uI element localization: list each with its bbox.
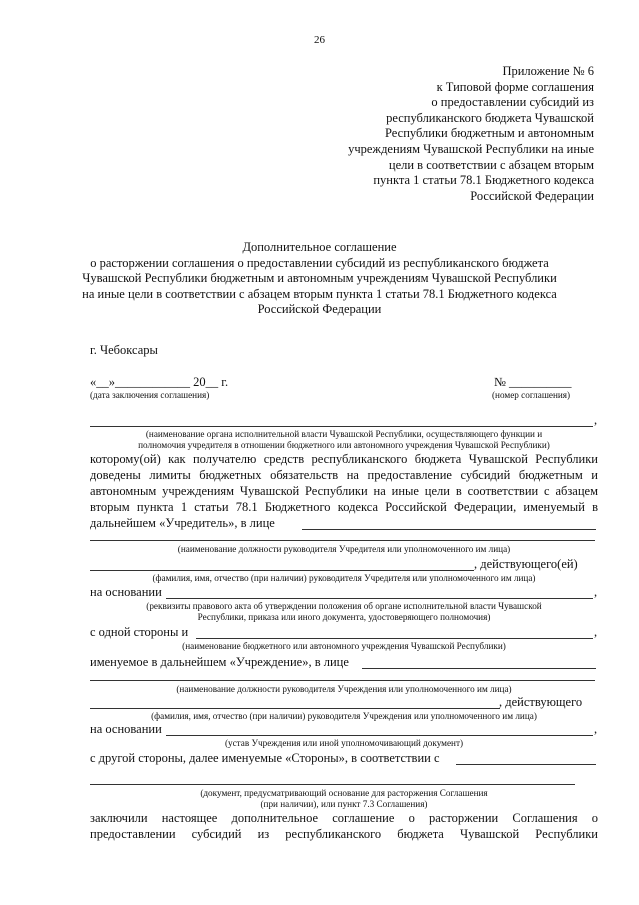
title-line: Чувашской Республики бюджетным и автономным учреждениям Чувашской Республики [82,271,557,286]
founder-head-fio-line [90,570,474,571]
comma: , [594,585,598,599]
caption-act-2: Республики, приказа или иного документа, удостоверяющего полномочия) [197,612,491,622]
founder-head-pos-line [90,540,595,541]
basis-line [166,598,593,599]
caption-charter: (устав Учреждения или иной уполномочивающий документ) [224,738,464,748]
date-field: «__»____________ 20__ г. [90,375,229,389]
caption-head-fio: (фамилия, имя, отчество (при наличии) руководителя Учредителя или уполномоченного им лица) [152,573,536,583]
date-caption: (дата заключения соглашения) [90,390,210,400]
appendix-line: Республики бюджетным и автономным [385,126,594,141]
acting-text: , действующего [499,695,583,709]
appendix-line: о предоставлении субсидий из [431,95,594,110]
caption-document-2: (при наличии), или пункт 7.3 Соглашения) [260,799,428,809]
document-title [0,240,639,318]
title-line: Российской Федерации [257,302,382,317]
charter-line [166,735,593,736]
caption-organ-2: полномочия учредителя в отношении бюджетного или автономного учреждения Чувашской Республики) [138,440,550,450]
number-field: № __________ [494,375,572,389]
appendix-line: Российской Федерации [470,188,594,203]
document-basis-line [456,764,596,765]
one-side-text: с одной стороны и [90,625,189,639]
page-number: 26 [314,34,325,46]
caption-organ-1: (наименование органа исполнительной власти Чувашской Республики, осуществляющего функции и [145,429,543,439]
document-basis-line-2 [90,784,575,785]
paragraph-line: вторым пункта 1 статьи 78.1 Бюджетного кодекса Российской Федерации, именуемый в [90,500,598,514]
basis-label: на основании [90,722,162,736]
caption-document-1: (документ, предусматривающий основание для расторжения Соглашения [200,788,488,798]
paragraph-line: дальнейшем «Учредитель», в лице [90,516,275,530]
title-line: о расторжении соглашения о предоставлении субсидий из республиканского бюджета [90,255,549,270]
paragraph-line: которому(ой) как получателю средств республиканского бюджета Чувашской Республики [90,452,598,466]
city: г. Чебоксары [90,343,158,357]
caption-act-1: (реквизиты правового акта об утверждении положения об органе исполнительной власти Чувашской [146,601,542,611]
number-caption: (номер соглашения) [492,390,571,400]
paragraph-line: автономным учреждениям Чувашской Республики на иные цели в соответствии с абзацем [90,484,598,498]
appendix-line: учреждениям Чувашской Республики на иные [348,141,594,156]
appendix-line: цели в соответствии с абзацем вторым [388,157,594,172]
institution-head-fio-line [90,708,500,709]
institution-line [196,638,593,639]
founder-head-line [302,529,596,530]
comma: , [594,722,598,736]
caption-head-position: (наименование должности руководителя Учредителя или уполномоченного им лица) [177,544,511,554]
appendix-block [294,64,594,204]
basis-label: на основании [90,585,162,599]
title-line: Дополнительное соглашение [242,240,397,254]
caption-institution-head-position: (наименование должности руководителя Учреждения или уполномоченного им лица) [176,684,512,694]
appendix-line: Приложение № 6 [502,64,594,78]
title-line: на иные цели в соответствии с абзацем вторым пункта 1 статьи 78.1 Бюджетного кодекса [82,286,557,301]
comma: , [594,413,598,427]
acting-text: , действующего(ей) [474,557,578,571]
caption-institution-head-fio: (фамилия, имя, отчество (при наличии) руководителя Учреждения или уполномоченного им лица) [151,711,537,721]
institution-named-text: именуемое в дальнейшем «Учреждение», в лице [90,655,349,669]
caption-institution: (наименование бюджетного или автономного учреждения Чувашской Республики) [182,641,506,651]
other-side-text: с другой стороны, далее именуемые «Стороны», в соответствии с [90,751,440,765]
final-paragraph-line: заключили настоящее дополнительное соглашение о расторжении Соглашения о [90,811,598,825]
appendix-line: республиканского бюджета Чувашской [386,110,594,125]
paragraph-line: доведены лимиты бюджетных обязательств на предоставление субсидий бюджетным и [90,468,598,482]
appendix-line: пункта 1 статьи 78.1 Бюджетного кодекса [373,173,594,188]
institution-head-pos-line [90,680,595,681]
appendix-line: к Типовой форме соглашения [436,79,594,94]
organ-line [90,426,593,427]
final-paragraph-line: предоставлении субсидий из республиканского бюджета Чувашской Республики [90,827,598,841]
institution-head-line [362,668,596,669]
comma: , [594,625,598,639]
